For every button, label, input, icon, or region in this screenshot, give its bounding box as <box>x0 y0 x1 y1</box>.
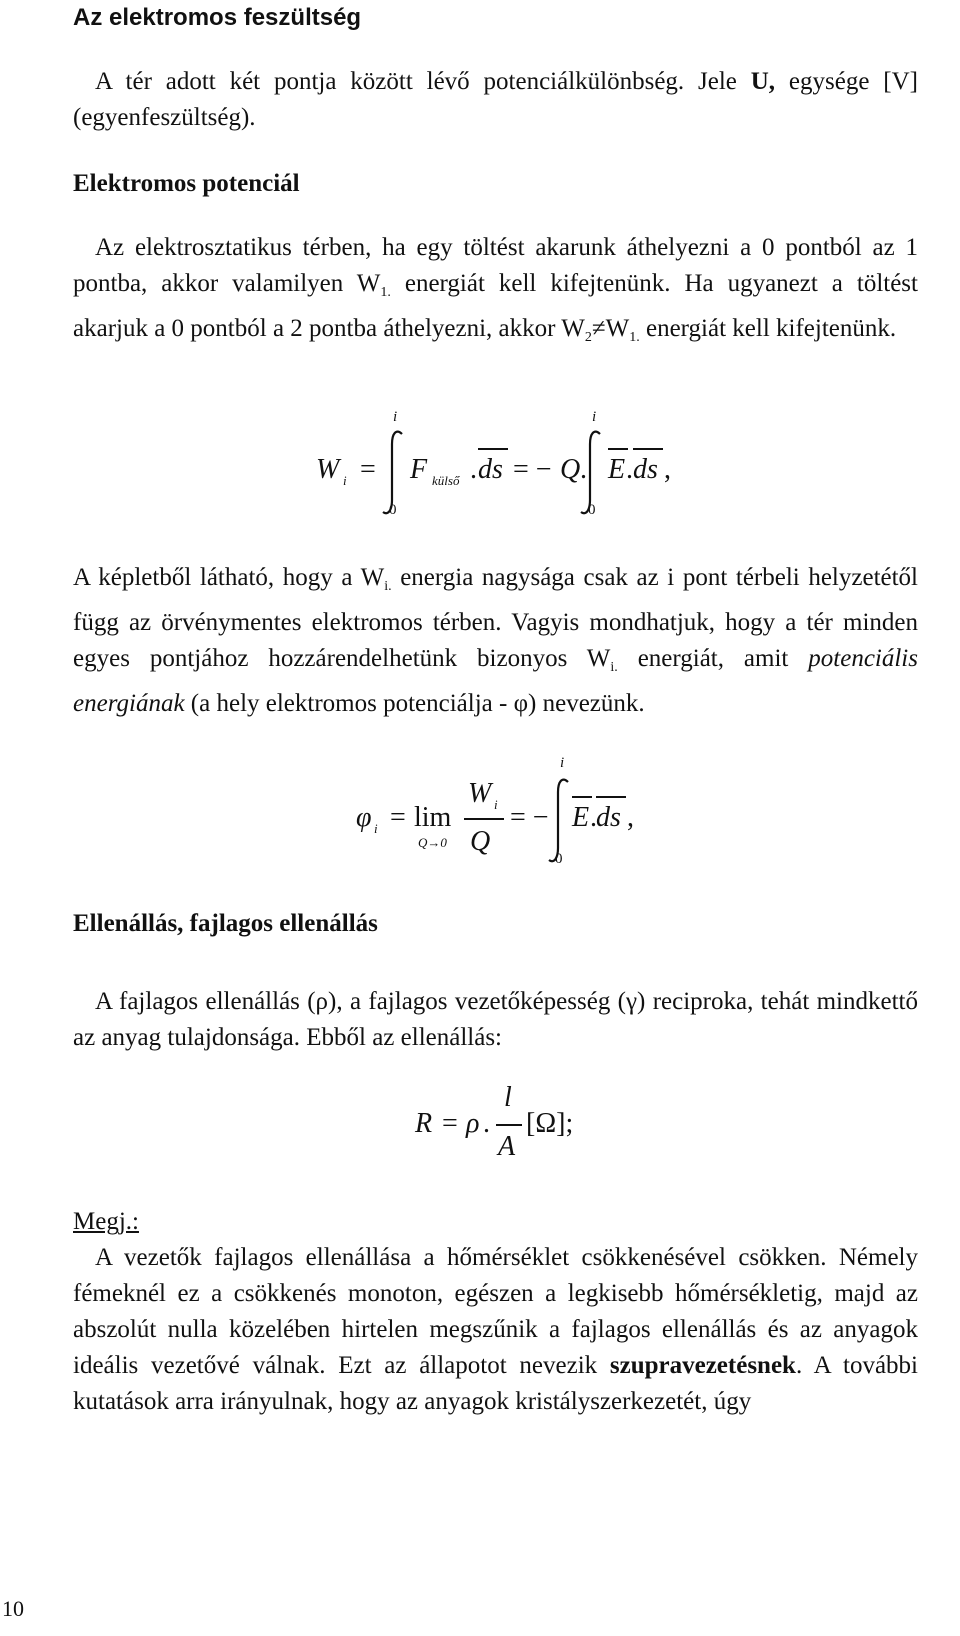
eq-symbol: E <box>608 454 626 485</box>
text: A vezetők fajlagos ellenállása a hőmérséklet csökkenésével csökken. Némely fémeknél ez a csökkenés monoton, egészen a legkisebb hőmérsékletig, majd az abszolút nulla közelében hirtelen megszűnik a fajlagos ellenállás és az anyagok ideális vezetővé válnak. Ezt az állapotot nevezik <box>73 1244 918 1379</box>
eq-subscript: i <box>374 821 378 836</box>
text: energia nagysága csak az i pont térbeli helyzetétől függ az örvénymentes elektromos térben. Vagyis mondhatjuk, hogy a tér minden egyes pontjához hozzárendelhetünk bizonyos W <box>73 564 918 672</box>
paragraph-resistivity: A fajlagos ellenállás (ρ), a fajlagos vezetőképesség (γ) reciproka, tehát mindkettő az anyag tulajdonsága. Ebből az ellenállás: <box>73 988 918 1051</box>
eq-lower-limit: 0 <box>588 502 596 518</box>
note-label-wrap <box>73 1204 918 1240</box>
eq-operator: = − <box>510 802 549 833</box>
eq-limit-subscript: Q→0 <box>418 835 447 850</box>
subscript: i. <box>384 579 392 594</box>
paragraph-voltage <box>73 64 918 136</box>
eq-subscript: i <box>343 473 347 488</box>
text: Az elektrosztatikus térben, ha egy töltést akarunk áthelyezni a 0 pontból az 1 pontba, akkor valamilyen W <box>73 234 918 297</box>
subscript: i. <box>610 660 618 675</box>
eq-symbol: E <box>572 802 590 833</box>
eq-symbol: ds <box>633 454 658 485</box>
vector-bar <box>633 448 663 450</box>
eq-dot: . <box>580 454 587 485</box>
text-bold: szupravezetésnek <box>609 1352 796 1379</box>
eq-symbol: φ <box>356 802 372 833</box>
note-label: Megj.: <box>73 1208 139 1235</box>
heading-voltage: Az elektromos feszültség <box>73 4 362 31</box>
eq-lower-limit: 0 <box>389 502 397 518</box>
eq-subscript: i <box>494 797 498 812</box>
eq-operator: = <box>360 454 376 485</box>
eq-dot: . <box>470 454 477 485</box>
vector-bar <box>478 448 508 450</box>
heading-resistance: Ellenállás, fajlagos ellenállás <box>73 910 378 937</box>
text: energiát kell kifejtenünk. Ha ugyanezt a töltést akarjuk a 0 pontból a 2 pontba áthelyezni, akkor W <box>73 270 918 342</box>
eq-symbol: F <box>410 454 428 485</box>
text: (a hely elektromos potenciálja - φ) nevezünk. <box>184 690 645 717</box>
eq-symbol: ds <box>478 454 503 485</box>
eq-symbol: ds <box>596 802 621 833</box>
eq-denominator: Q <box>470 826 491 857</box>
eq-dot: . <box>590 802 597 833</box>
eq-symbol: Q <box>560 454 581 485</box>
eq-lower-limit: 0 <box>555 851 563 867</box>
paragraph-superconductivity <box>73 1240 918 1420</box>
eq-symbol: ρ <box>466 1108 480 1139</box>
eq-dot: . <box>626 454 633 485</box>
text: A képletből látható, hogy a W <box>73 564 385 591</box>
text: energiát kell kifejtenünk. <box>639 315 897 342</box>
eq-operator: = − <box>513 454 552 485</box>
text: A tér adott két pontja között lévő potenciálkülönbség. Jele <box>95 68 751 95</box>
eq-numerator: W <box>468 778 492 809</box>
eq-upper-limit: i <box>393 409 398 425</box>
subscript: 2 <box>584 330 592 345</box>
vector-bar <box>608 448 628 450</box>
subscript: 1. <box>380 285 391 300</box>
eq-subscript: külső <box>432 473 460 488</box>
eq-symbol: W <box>316 454 340 485</box>
eq-operator: = <box>442 1108 458 1139</box>
eq-comma: , <box>664 454 671 485</box>
eq-unit: [Ω]; <box>526 1108 574 1139</box>
eq-upper-limit: i <box>592 409 597 425</box>
eq-numerator: l <box>504 1082 512 1113</box>
fraction-bar <box>464 818 504 820</box>
eq-operator: = <box>390 802 406 833</box>
text: . A további kutatások arra irányulnak, hogy az anyagok kristályszerkezetét, úgy <box>73 1352 918 1415</box>
eq-denominator: A <box>498 1131 516 1162</box>
text: W <box>605 315 630 342</box>
heading-potential: Elektromos potenciál <box>73 170 300 197</box>
vector-bar <box>596 796 626 798</box>
paragraph-potential-energy <box>73 560 918 722</box>
fraction-bar <box>496 1124 522 1126</box>
text: egysége [V] (egyenfeszültség). <box>73 68 918 131</box>
text-italic: potenciális energiának <box>73 645 918 717</box>
subscript: 1. <box>629 330 640 345</box>
text-bold: U, <box>750 68 776 95</box>
paragraph-potential <box>73 230 918 356</box>
page-number: 10 <box>2 1596 24 1621</box>
eq-comma: , <box>627 802 634 833</box>
vector-bar <box>572 796 592 798</box>
eq-symbol: R <box>415 1108 433 1139</box>
eq-dot: . <box>483 1108 490 1139</box>
eq-limit: lim <box>414 802 452 833</box>
eq-upper-limit: i <box>560 755 565 771</box>
not-equal-sign: ≠ <box>591 315 606 342</box>
text: energiát, amit <box>617 645 809 672</box>
